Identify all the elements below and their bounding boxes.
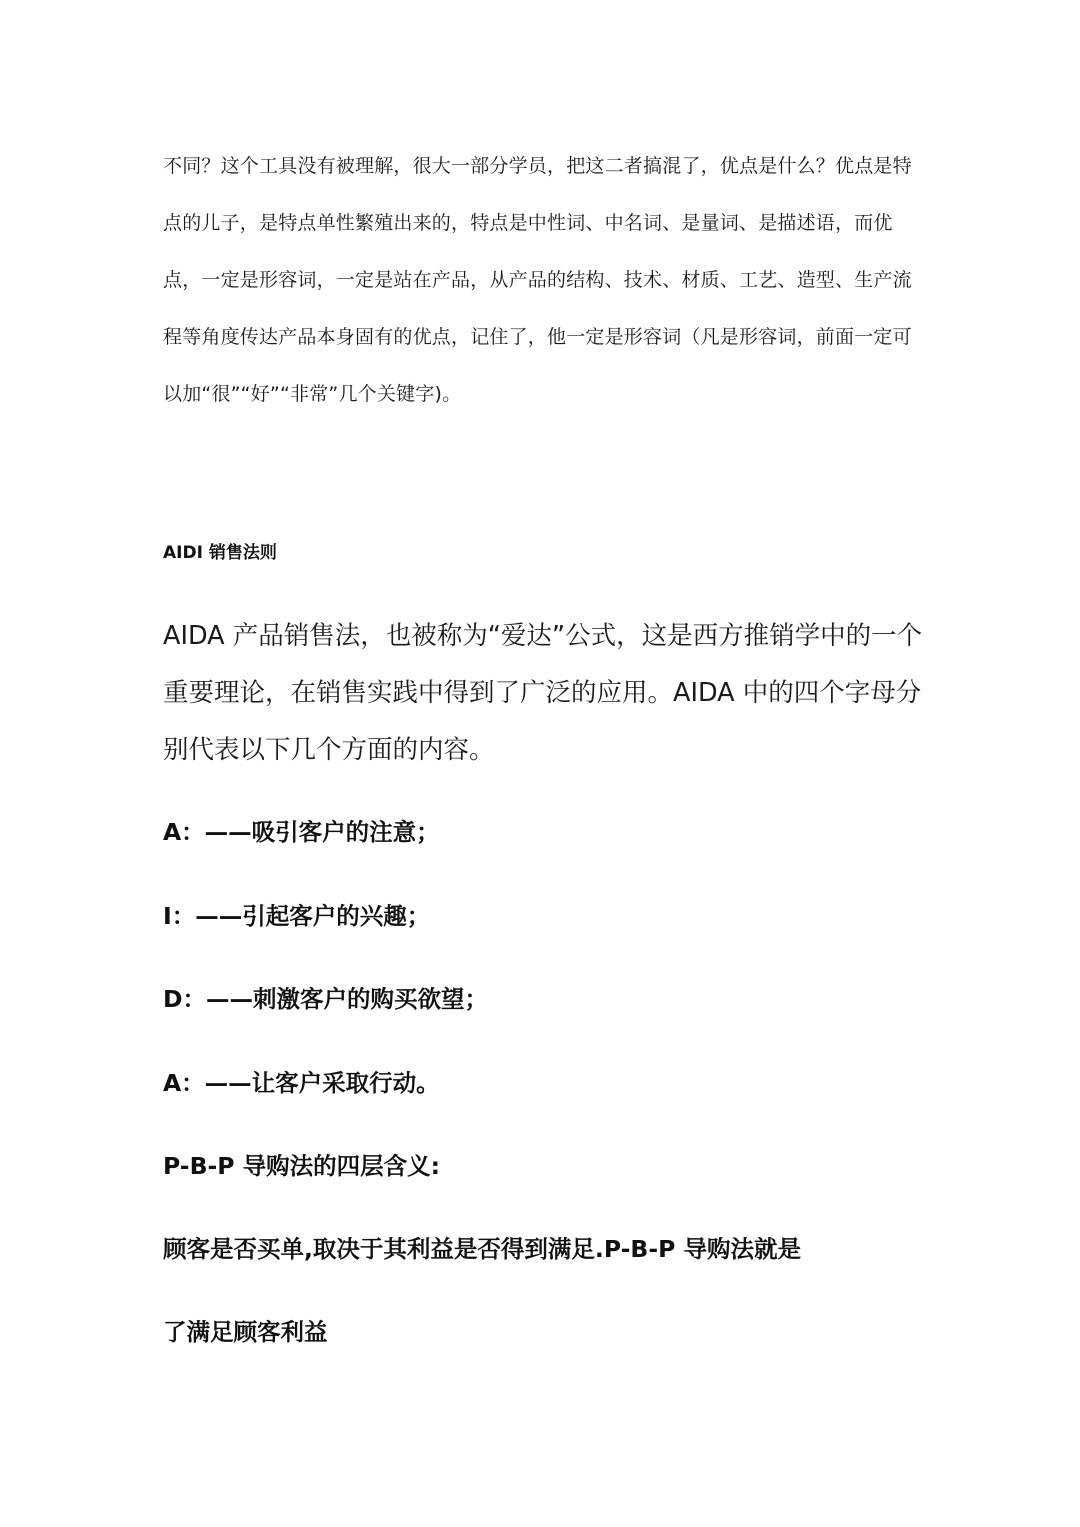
aida-item-action: A：——让客户采取行动。 bbox=[163, 1069, 440, 1097]
pbp-heading: P-B-P 导购法的四层含义: bbox=[163, 1152, 441, 1180]
intro-paragraph: 不同？这个工具没有被理解，很大一部分学员，把这二者搞混了，优点是什么？优点是特点的儿子，是特点单性繁殖出来的，特点是中性词、中名词、是量词、是描述语，而优点，一定是形容词，一定是站在产品，从产品的结构、技术、材质、工艺、造型、生产流程等角度传达产品本身固有的优点，记住了，他一定是形容词（凡是形容词，前面一定可以加“很”“好”“非常”几个关键字)。 bbox=[163, 155, 912, 405]
aida-item-attention: A：——吸引客户的注意； bbox=[163, 818, 440, 846]
aida-item-interest: I：——引起客户的兴趣； bbox=[163, 902, 431, 930]
section-heading: AIDI 销售法则 bbox=[163, 543, 277, 563]
aida-item-desire: D：——刺激客户的购买欲望； bbox=[163, 985, 489, 1013]
pbp-line-1: 顾客是否买单,取决于其利益是否得到满足.P-B-P 导购法就是 bbox=[163, 1235, 801, 1263]
pbp-line-2: 了满足顾客利益 bbox=[163, 1318, 328, 1346]
aida-paragraph: AIDA 产品销售法，也被称为“爱达”公式，这是西方推销学中的一个重要理论，在销售实践中得到了广泛的应用。AIDA 中的四个字母分别代表以下几个方面的内容。 bbox=[163, 621, 923, 765]
